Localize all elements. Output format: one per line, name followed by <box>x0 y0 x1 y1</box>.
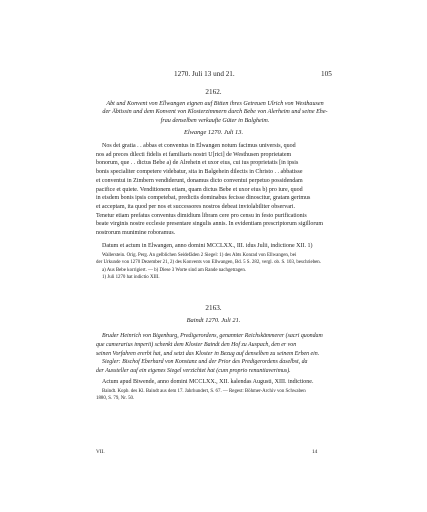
summary-line: frau denselben verkaufte Güter in Balgheim. <box>160 117 270 124</box>
summary-line: der Äbtissin und dem Konvent von Klosterzimmern durch Bebe von Alerheim und seine Ehe- <box>102 109 328 116</box>
body-line: pacifice et quiete. Venditionem etiam, quam dictus Bebe et uxor eius b) pro iure, quod <box>96 186 303 193</box>
body-line: in eisdem bonis ipsis competebat, predictis dominabus fecisse dinoscitur, gratam gerimus <box>96 195 311 202</box>
datum-line: Datum et actum in Elwangen, anno domini MCCLXX., III. idus Julii, indictione XII. 1) <box>102 243 313 249</box>
summary-line: Bruder Heinrich von Bigenburg, Predigerordens, genannter Reichskämmerer (sacri quondam <box>102 333 323 339</box>
footnote-line: der Urkunde von 1270 Dezember 21, 2) des Konvents von Ellwangen, Bd. 5 S. 282, vergl. ob. S. 103, beschrieben. <box>96 260 321 266</box>
document-summary <box>96 100 334 125</box>
footnote-line: Baindt. Kopb. des Kl. Baindt aus dem 17. Jahrhundert, S. 67. — Regest: Böhmer-Archiv von Schwaben <box>102 389 306 394</box>
body-line: Nos dei gratia . . abbas et conventus in Elwangen notum facimus universis, quod <box>102 143 296 149</box>
body-line: nos ad preces dilecti fidelis et familiaris nostri U[rici] de Westhusen proprietatem <box>96 151 292 158</box>
document-body <box>96 142 334 238</box>
summary-line: que camerarius imperii) schenkt dem Kloster Baindt den Hof zu Auspach, den er von <box>96 341 297 348</box>
body-line: bonis specialiter competere videbatur, sita in Balgehein dilectis in Christo . . abbatisse <box>96 169 303 176</box>
datum-line: Actum apud Biwende, anno domini MCCLXX., XII. kalendas Augusti, XIII. indictione. <box>102 379 314 385</box>
summary-line: Siegler: Bischof Eberhard von Konstanz und der Prior des Predigerordens daselbst, da <box>102 359 308 366</box>
footnote-line: Wallerstein. Orig. Perg. An gelblichen Seidefäden 2 Siegel: 1) des Abts Konrad von Ellwangen, bei <box>102 253 297 258</box>
body-line: bonorum, que . . dictus Bebe a) de Alrehein et uxor eius, cui ius proprietatis [in ipsis <box>96 160 299 167</box>
dateline: Baindt 1270. Juli 21. <box>186 317 241 324</box>
summary-line: der Aussteller auf ein eigenes Siegel verzichtet hat (cum proprio renuntiaverimus). <box>96 368 291 375</box>
document-number: 2163. <box>205 304 222 312</box>
summary-line: Abt und Konvent von Ellwangen eignen auf Bitten ihres Getreuen Ulrich von Westhausen <box>106 101 324 107</box>
footnote-line: a) Aus Bebe korrigiert. — b) Diese 3 Worte sind am Rande nachgetragen. <box>102 267 247 273</box>
body-line: Tenetur etiam prefatus conventus dimidium libram cere pro censu in festo purificationis <box>96 212 307 219</box>
header-date: 1270. Juli 13 und 21. <box>174 70 235 78</box>
document-number: 2162. <box>205 88 222 96</box>
body-line: beate virginis nostre ecclesie presentare singulis annis. In evidentiam prescriptorum sigillorum <box>96 221 323 228</box>
footer-signature: VII. <box>96 449 105 455</box>
footer-sheet-number: 14 <box>312 449 318 455</box>
page-number: 105 <box>321 70 332 78</box>
footnote-line: 1880, S. 79, Nr. 50. <box>96 396 135 402</box>
body-line: nostrorum munimine roboramus. <box>96 230 176 237</box>
body-line: et conventui in Zimbern vendiderunt, donamus dicto conventui perpetuo possidendam <box>96 177 303 184</box>
footnote-line: 1) Juli 1270 hat indictio XIII. <box>102 275 160 281</box>
footnotes <box>96 388 334 403</box>
document-summary <box>96 332 334 376</box>
footnotes <box>96 252 334 282</box>
body-line: et acceptam, ita quod per nos et successores nostros debeat inviolabiliter observari. <box>96 203 296 210</box>
summary-line: seinen Vorfahren ererbt hat, und setzt das Kloster in Bezug auf denselben zu seinem Erben ein. <box>96 350 320 357</box>
dateline: Elwange 1270. Juli 13. <box>183 129 244 136</box>
